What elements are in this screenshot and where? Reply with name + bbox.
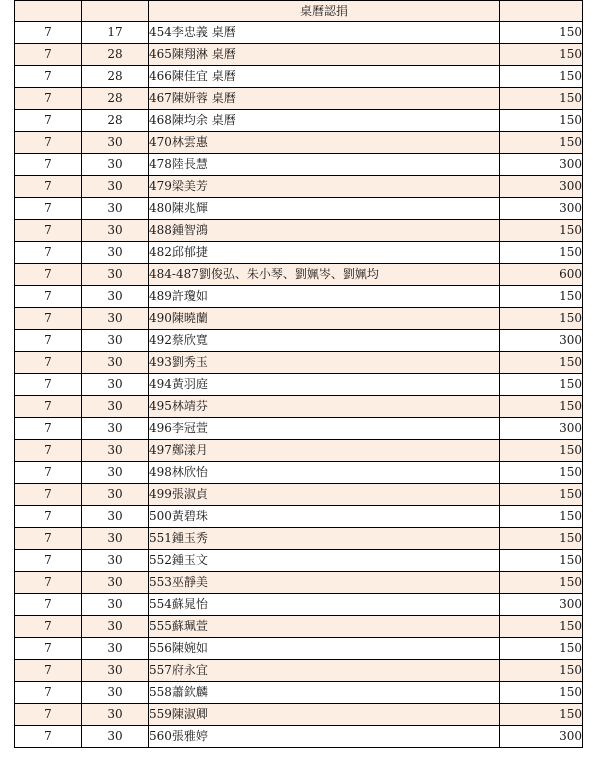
cell-day: 30	[82, 440, 149, 462]
cell-amount: 150	[500, 352, 583, 374]
cell-month: 7	[15, 66, 82, 88]
cell-description: 467陳妍蓉 桌曆	[149, 88, 500, 110]
cell-description: 497鄭漾月	[149, 440, 500, 462]
cell-description: 466陳佳宜 桌曆	[149, 66, 500, 88]
cell-month: 7	[15, 594, 82, 616]
cell-description: 489許瓊如	[149, 286, 500, 308]
cell-month: 7	[15, 660, 82, 682]
cell-amount: 150	[500, 682, 583, 704]
cell-month: 7	[15, 616, 82, 638]
cell-description: 480陳兆輝	[149, 198, 500, 220]
cell-month: 7	[15, 396, 82, 418]
cell-month: 7	[15, 264, 82, 286]
cell-day: 30	[82, 550, 149, 572]
cell-amount: 150	[500, 110, 583, 132]
table-row	[15, 132, 583, 154]
table-row	[15, 110, 583, 132]
cell-description: 560張雅婷	[149, 726, 500, 748]
cell-month: 7	[15, 154, 82, 176]
table-row	[15, 66, 583, 88]
table-row	[15, 616, 583, 638]
cell-day: 30	[82, 396, 149, 418]
table-row	[15, 22, 583, 44]
cell-description: 554蘇晁怡	[149, 594, 500, 616]
cell-month: 7	[15, 132, 82, 154]
cell-month: 7	[15, 242, 82, 264]
cell-description: 482邱郁捷	[149, 242, 500, 264]
cell-day: 30	[82, 484, 149, 506]
cell-amount: 150	[500, 44, 583, 66]
cell-day: 30	[82, 330, 149, 352]
cell-description: 490陳曉蘭	[149, 308, 500, 330]
table-row	[15, 440, 583, 462]
cell-amount: 150	[500, 220, 583, 242]
cell-amount: 300	[500, 594, 583, 616]
cell-month: 7	[15, 110, 82, 132]
cell-day: 30	[82, 132, 149, 154]
cell-description: 468陳均余 桌曆	[149, 110, 500, 132]
cell-description: 552鍾玉文	[149, 550, 500, 572]
cell-amount: 150	[500, 660, 583, 682]
cell-amount: 150	[500, 484, 583, 506]
cell-amount: 150	[500, 528, 583, 550]
cell-description: 556陳婉如	[149, 638, 500, 660]
cell-amount: 150	[500, 704, 583, 726]
cell-description: 454李忠義 桌曆	[149, 22, 500, 44]
cell-description: 558蕭欽麟	[149, 682, 500, 704]
cell-month: 7	[15, 506, 82, 528]
cell-description: 470林雲惠	[149, 132, 500, 154]
header-row	[15, 1, 583, 22]
cell-day: 28	[82, 66, 149, 88]
header-month	[15, 1, 82, 22]
cell-day: 30	[82, 704, 149, 726]
cell-day: 30	[82, 286, 149, 308]
cell-month: 7	[15, 550, 82, 572]
table-row	[15, 594, 583, 616]
cell-month: 7	[15, 572, 82, 594]
cell-day: 30	[82, 154, 149, 176]
cell-month: 7	[15, 44, 82, 66]
cell-amount: 150	[500, 440, 583, 462]
cell-description: 496李冠萱	[149, 418, 500, 440]
cell-day: 30	[82, 616, 149, 638]
cell-month: 7	[15, 374, 82, 396]
cell-description: 465陳翔淋 桌曆	[149, 44, 500, 66]
table-row	[15, 660, 583, 682]
cell-month: 7	[15, 726, 82, 748]
cell-amount: 150	[500, 66, 583, 88]
cell-description: 499張淑貞	[149, 484, 500, 506]
cell-day: 30	[82, 462, 149, 484]
header-day	[82, 1, 149, 22]
cell-day: 30	[82, 726, 149, 748]
cell-month: 7	[15, 638, 82, 660]
cell-amount: 150	[500, 22, 583, 44]
cell-amount: 150	[500, 242, 583, 264]
cell-amount: 150	[500, 286, 583, 308]
cell-month: 7	[15, 462, 82, 484]
cell-day: 30	[82, 352, 149, 374]
cell-month: 7	[15, 88, 82, 110]
cell-day: 30	[82, 176, 149, 198]
table-row	[15, 330, 583, 352]
table-row	[15, 242, 583, 264]
cell-amount: 150	[500, 308, 583, 330]
table-row	[15, 462, 583, 484]
cell-month: 7	[15, 682, 82, 704]
donation-ledger-table	[14, 0, 583, 748]
cell-description: 559陳淑卿	[149, 704, 500, 726]
cell-amount: 150	[500, 638, 583, 660]
table-row	[15, 484, 583, 506]
cell-day: 30	[82, 638, 149, 660]
table-row	[15, 682, 583, 704]
cell-day: 30	[82, 660, 149, 682]
cell-day: 30	[82, 528, 149, 550]
cell-amount: 150	[500, 506, 583, 528]
cell-day: 17	[82, 22, 149, 44]
cell-month: 7	[15, 286, 82, 308]
cell-day: 30	[82, 220, 149, 242]
cell-description: 493劉秀玉	[149, 352, 500, 374]
table-row	[15, 572, 583, 594]
table-row	[15, 528, 583, 550]
table-row	[15, 154, 583, 176]
table-row	[15, 308, 583, 330]
cell-amount: 150	[500, 396, 583, 418]
cell-day: 30	[82, 418, 149, 440]
cell-description: 484-487劉俊弘、朱小琴、劉姵岑、劉姵均	[149, 264, 500, 286]
cell-month: 7	[15, 704, 82, 726]
cell-description: 492蔡欣寬	[149, 330, 500, 352]
table-row	[15, 374, 583, 396]
cell-month: 7	[15, 176, 82, 198]
cell-amount: 300	[500, 418, 583, 440]
header-description: 桌曆認捐	[149, 1, 500, 22]
cell-amount: 150	[500, 616, 583, 638]
table-row	[15, 704, 583, 726]
cell-amount: 150	[500, 88, 583, 110]
cell-amount: 150	[500, 132, 583, 154]
table-row	[15, 198, 583, 220]
ledger-body	[15, 1, 583, 748]
table-row	[15, 638, 583, 660]
cell-description: 488鍾智鴻	[149, 220, 500, 242]
cell-day: 30	[82, 264, 149, 286]
cell-description: 553巫靜美	[149, 572, 500, 594]
table-row	[15, 726, 583, 748]
table-row	[15, 44, 583, 66]
table-row	[15, 352, 583, 374]
cell-month: 7	[15, 352, 82, 374]
table-row	[15, 506, 583, 528]
cell-amount: 600	[500, 264, 583, 286]
cell-description: 494黃羽庭	[149, 374, 500, 396]
cell-description: 557府永宜	[149, 660, 500, 682]
cell-month: 7	[15, 484, 82, 506]
cell-day: 28	[82, 110, 149, 132]
cell-month: 7	[15, 330, 82, 352]
cell-amount: 300	[500, 154, 583, 176]
cell-amount: 150	[500, 374, 583, 396]
cell-day: 30	[82, 308, 149, 330]
table-row	[15, 418, 583, 440]
cell-month: 7	[15, 528, 82, 550]
table-row	[15, 396, 583, 418]
table-row	[15, 286, 583, 308]
cell-amount: 300	[500, 198, 583, 220]
cell-month: 7	[15, 22, 82, 44]
cell-amount: 150	[500, 572, 583, 594]
cell-description: 551鍾玉秀	[149, 528, 500, 550]
cell-description: 479梁美芳	[149, 176, 500, 198]
table-row	[15, 88, 583, 110]
cell-day: 30	[82, 506, 149, 528]
cell-day: 30	[82, 198, 149, 220]
cell-day: 30	[82, 242, 149, 264]
cell-day: 28	[82, 44, 149, 66]
table-row	[15, 550, 583, 572]
cell-month: 7	[15, 418, 82, 440]
cell-description: 495林靖芬	[149, 396, 500, 418]
cell-day: 28	[82, 88, 149, 110]
table-row	[15, 176, 583, 198]
cell-description: 478陸長慧	[149, 154, 500, 176]
cell-amount: 300	[500, 726, 583, 748]
cell-amount: 300	[500, 176, 583, 198]
cell-month: 7	[15, 198, 82, 220]
cell-description: 500黃碧珠	[149, 506, 500, 528]
cell-day: 30	[82, 682, 149, 704]
table-row	[15, 264, 583, 286]
cell-description: 555蘇珮萱	[149, 616, 500, 638]
cell-amount: 150	[500, 462, 583, 484]
cell-day: 30	[82, 572, 149, 594]
table-row	[15, 220, 583, 242]
cell-amount: 150	[500, 550, 583, 572]
cell-day: 30	[82, 374, 149, 396]
cell-month: 7	[15, 308, 82, 330]
cell-day: 30	[82, 594, 149, 616]
cell-month: 7	[15, 220, 82, 242]
cell-month: 7	[15, 440, 82, 462]
cell-amount: 300	[500, 330, 583, 352]
cell-description: 498林欣怡	[149, 462, 500, 484]
header-amount	[500, 1, 583, 22]
